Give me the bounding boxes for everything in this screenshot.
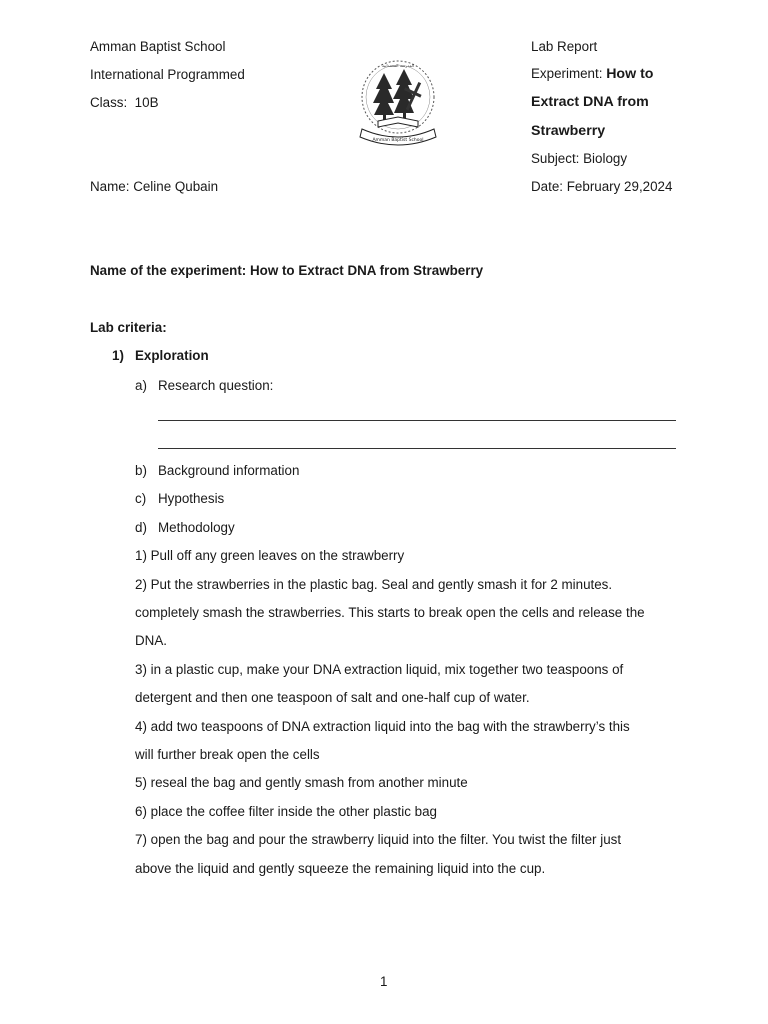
answer-line-1: [158, 420, 676, 421]
date-line: [531, 178, 672, 196]
student-name-line: [90, 178, 218, 196]
step-line: completely smash the strawberries. This starts to break open the cells and release the: [135, 605, 645, 620]
subitem-letter: a): [135, 378, 147, 393]
step-line: detergent and then one teaspoon of salt and one-half cup of water.: [135, 690, 530, 705]
experiment-title-line3: Strawberry: [531, 123, 606, 139]
step-line: will further break open the cells: [135, 747, 320, 762]
step-line: 1) Pull off any green leaves on the strawberry: [135, 548, 405, 563]
step-line: 6) place the coffee filter inside the other plastic bag: [135, 804, 437, 819]
page-number: 1: [380, 974, 388, 989]
experiment-label: Experiment:: [531, 66, 603, 81]
school-crest-logo: [356, 55, 440, 149]
subitem-background-information: Background information: [158, 463, 300, 478]
step-line: 3) in a plastic cup, make your DNA extraction liquid, mix together two teaspoons of: [135, 662, 624, 677]
step-line: 5) reseal the bag and gently smash from another minute: [135, 775, 468, 790]
step-line: 7) open the bag and pour the strawberry liquid into the filter. You twist the filter just: [135, 832, 622, 847]
crest-ribbon-text: Amman Baptist School: [372, 138, 424, 143]
experiment-name-heading: Name of the experiment: How to Extract DNA from Strawberry: [90, 263, 484, 278]
step-line: above the liquid and gently squeeze the remaining liquid into the cup.: [135, 861, 546, 876]
step-line: DNA.: [135, 633, 167, 648]
section-number: 1): [112, 348, 124, 363]
experiment-line: [531, 65, 653, 83]
student-name-value: Celine Qubain: [133, 179, 219, 194]
school-name: Amman Baptist School: [90, 39, 226, 54]
date-value: February 29,2024: [566, 179, 673, 194]
class-label: Class:: [90, 95, 128, 110]
program-name: International Programmed: [90, 67, 245, 82]
experiment-title-line2: Extract DNA from: [531, 94, 649, 110]
subject-value: Biology: [583, 151, 628, 166]
subject-label: Subject:: [531, 151, 580, 166]
subitem-letter: c): [135, 491, 147, 506]
step-line: 2) Put the strawberries in the plastic bag. Seal and gently smash it for 2 minutes.: [135, 577, 613, 592]
subitem-letter: b): [135, 463, 147, 478]
class-line: [90, 94, 159, 112]
student-name-label: Name:: [90, 179, 130, 194]
section-title: Exploration: [135, 348, 209, 363]
crest-arabic-text: المدرسة المعمدانية: [381, 63, 415, 68]
subitem-methodology: Methodology: [158, 520, 235, 535]
subject-line: [531, 150, 627, 168]
subitem-letter: d): [135, 520, 147, 535]
class-value: 10B: [134, 95, 159, 110]
report-type: Lab Report: [531, 39, 598, 54]
answer-line-2: [158, 448, 676, 449]
lab-criteria-heading: Lab criteria:: [90, 320, 167, 335]
subitem-research-question: Research question:: [158, 378, 274, 393]
subitem-hypothesis: Hypothesis: [158, 491, 225, 506]
date-label: Date:: [531, 179, 564, 194]
experiment-title-line1: How to: [606, 66, 654, 82]
step-line: 4) add two teaspoons of DNA extraction liquid into the bag with the strawberry’s this: [135, 719, 630, 734]
